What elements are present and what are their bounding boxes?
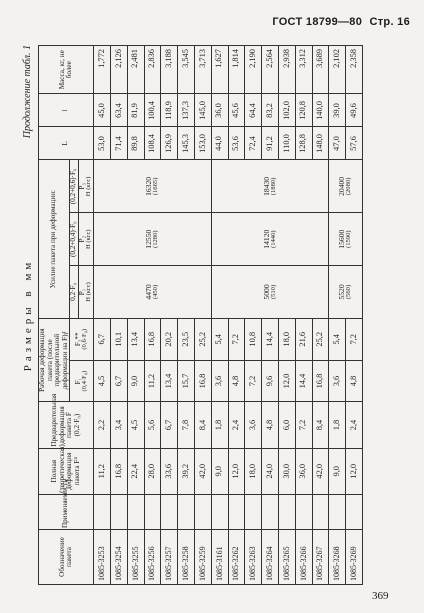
col-L: L bbox=[39, 127, 94, 160]
cell-full-deform: 24,0 bbox=[262, 448, 279, 494]
force-kgf-p3: (1665) bbox=[152, 177, 160, 196]
cell-designation: 1085-3254 bbox=[111, 530, 128, 585]
col-p1 bbox=[78, 266, 93, 319]
cell-preliminary: 1,8 bbox=[211, 402, 228, 448]
cell-designation: 1085-3269 bbox=[346, 530, 363, 585]
page-header bbox=[268, 16, 410, 28]
dimensions-table bbox=[38, 45, 363, 585]
cell-force-p1 bbox=[211, 266, 329, 319]
force-kgf-p1: (560) bbox=[345, 284, 353, 300]
cell-applicability bbox=[94, 494, 111, 529]
col-p3-sub: Н (кгс) bbox=[85, 176, 93, 197]
cell-designation: 1085-3264 bbox=[262, 530, 279, 585]
cell-f1: 4,8 bbox=[228, 360, 245, 402]
cell-mass: 3,713 bbox=[195, 46, 212, 95]
table-row bbox=[94, 46, 111, 585]
cell-preliminary: 2,4 bbox=[228, 402, 245, 448]
cell-f2: 18,0 bbox=[279, 318, 296, 360]
cell-preliminary: 8,4 bbox=[312, 402, 329, 448]
cell-mass: 2,564 bbox=[262, 46, 279, 95]
cell-designation: 1085-3259 bbox=[195, 530, 212, 585]
cell-full-deform: 12,0 bbox=[346, 448, 363, 494]
cell-designation: 1085-3263 bbox=[245, 530, 262, 585]
page-label: Стр. 16 bbox=[369, 16, 410, 28]
col-p2-label: P₂ bbox=[77, 235, 86, 243]
cell-L: 128,8 bbox=[295, 127, 312, 160]
cell-f2: 13,4 bbox=[127, 318, 144, 360]
cell-mass: 2,190 bbox=[245, 46, 262, 95]
cell-l: 137,3 bbox=[178, 94, 195, 127]
cell-preliminary: 8,4 bbox=[195, 402, 212, 448]
cell-f1: 3,6 bbox=[329, 360, 346, 402]
cell-designation: 1085-3262 bbox=[228, 530, 245, 585]
table-row bbox=[211, 46, 228, 585]
cell-full-deform: 12,0 bbox=[228, 448, 245, 494]
cell-full-deform: 30,0 bbox=[279, 448, 296, 494]
force-value-p3: 18430 bbox=[261, 176, 271, 196]
col-p3 bbox=[78, 160, 93, 213]
cell-f1: 7,2 bbox=[245, 360, 262, 402]
col-p2-head: (0,2+0,4)·F₀ bbox=[70, 213, 79, 266]
cell-mass: 1,627 bbox=[211, 46, 228, 95]
cell-f2: 25,2 bbox=[312, 318, 329, 360]
cell-full-deform: 11,2 bbox=[94, 448, 111, 494]
cell-force-p1 bbox=[94, 266, 212, 319]
col-p2 bbox=[78, 213, 93, 266]
cell-preliminary: 7,8 bbox=[178, 402, 195, 448]
force-kgf-p3: (1880) bbox=[269, 177, 277, 196]
cell-full-deform: 22,4 bbox=[127, 448, 144, 494]
cell-f2: 10,1 bbox=[111, 318, 128, 360]
col-f1-label: F₁ bbox=[73, 377, 82, 385]
cell-l: 102,0 bbox=[279, 94, 296, 127]
cell-L: 53,0 bbox=[94, 127, 111, 160]
cell-designation: 1085-3161 bbox=[211, 530, 228, 585]
col-p1-sub: Н (кгс) bbox=[85, 282, 93, 302]
col-f1 bbox=[70, 360, 94, 402]
cell-mass: 2,481 bbox=[127, 46, 144, 95]
table-body bbox=[94, 46, 363, 585]
cell-force-p3 bbox=[329, 160, 363, 213]
cell-l: 45,6 bbox=[228, 94, 245, 127]
col-p3-label: P₃ bbox=[77, 183, 86, 190]
cell-f1: 4,5 bbox=[94, 360, 111, 402]
cell-f1: 13,4 bbox=[161, 360, 178, 402]
cell-full-deform: 42,0 bbox=[195, 448, 212, 494]
cell-applicability bbox=[329, 494, 346, 529]
cell-designation: 1085-3268 bbox=[329, 530, 346, 585]
col-force-group: Усилие пакета при деформации: bbox=[39, 160, 70, 318]
cell-force-p3 bbox=[211, 160, 329, 213]
cell-l: 145,0 bbox=[195, 94, 212, 127]
cell-mass: 2,938 bbox=[279, 46, 296, 95]
col-f1-sub: (0,4·F₀) bbox=[81, 370, 89, 392]
cell-f2: 7,2 bbox=[228, 318, 245, 360]
force-value-p1: 4470 bbox=[144, 284, 154, 300]
cell-l: 49,6 bbox=[346, 94, 363, 127]
cell-L: 57,6 bbox=[346, 127, 363, 160]
cell-preliminary: 3,4 bbox=[111, 402, 128, 448]
cell-f1: 3,6 bbox=[211, 360, 228, 402]
cell-force-p2 bbox=[211, 213, 329, 266]
cell-f1: 12,0 bbox=[279, 360, 296, 402]
cell-L: 108,4 bbox=[144, 127, 161, 160]
force-value-p1: 5000 bbox=[261, 284, 271, 300]
force-kgf-p1: (450) bbox=[152, 284, 160, 300]
cell-applicability bbox=[161, 494, 178, 529]
cell-f1: 4,8 bbox=[346, 360, 363, 402]
col-f2-label: F₂** bbox=[73, 332, 82, 347]
force-value-p3: 20400 bbox=[337, 176, 347, 196]
cell-f2: 23,5 bbox=[178, 318, 195, 360]
cell-l: 100,4 bbox=[144, 94, 161, 127]
cell-mass: 2,836 bbox=[144, 46, 161, 95]
cell-preliminary: 2,4 bbox=[346, 402, 363, 448]
cell-f1: 11,2 bbox=[144, 360, 161, 402]
force-kgf-p2: (1440) bbox=[269, 230, 277, 248]
cell-force-p2 bbox=[94, 213, 212, 266]
cell-f2: 20,2 bbox=[161, 318, 178, 360]
force-kgf-p2: (1590) bbox=[345, 230, 353, 248]
cell-designation: 1085-3256 bbox=[144, 530, 161, 585]
standard-code: ГОСТ 18799—80 bbox=[272, 16, 363, 28]
cell-force-p1 bbox=[329, 266, 363, 319]
cell-L: 89,8 bbox=[127, 127, 144, 160]
force-value-p2: 15600 bbox=[337, 229, 347, 249]
force-kgf-p1: (510) bbox=[269, 284, 277, 300]
cell-L: 71,4 bbox=[111, 127, 128, 160]
cell-preliminary: 2,2 bbox=[94, 402, 111, 448]
cell-full-deform: 9,0 bbox=[329, 448, 346, 494]
cell-f1: 16,8 bbox=[312, 360, 329, 402]
cell-designation: 1085-3265 bbox=[279, 530, 296, 585]
cell-mass: 3,312 bbox=[295, 46, 312, 95]
col-p3-head: (0,2+0,6)·F₀ bbox=[70, 160, 79, 213]
cell-l: 36,0 bbox=[211, 94, 228, 127]
force-kgf-p2: (1280) bbox=[152, 230, 160, 248]
cell-applicability bbox=[178, 494, 195, 529]
cell-L: 72,4 bbox=[245, 127, 262, 160]
cell-applicability bbox=[312, 494, 329, 529]
cell-designation: 1085-3266 bbox=[295, 530, 312, 585]
cell-f2: 7,2 bbox=[346, 318, 363, 360]
cell-l: 63,4 bbox=[111, 94, 128, 127]
cell-l: 118,9 bbox=[161, 94, 178, 127]
cell-preliminary: 5,6 bbox=[144, 402, 161, 448]
cell-preliminary: 4,5 bbox=[127, 402, 144, 448]
cell-f2: 21,6 bbox=[295, 318, 312, 360]
col-f2 bbox=[70, 318, 94, 360]
cell-mass: 1,772 bbox=[94, 46, 111, 95]
cell-mass: 3,188 bbox=[161, 46, 178, 95]
col-working-group: Рабочая деформация пакета (после предварительной деформации на F)ƒ bbox=[39, 318, 70, 402]
cell-l: 64,4 bbox=[245, 94, 262, 127]
cell-preliminary: 3,6 bbox=[245, 402, 262, 448]
cell-designation: 1085-3267 bbox=[312, 530, 329, 585]
cell-applicability bbox=[346, 494, 363, 529]
cell-L: 153,0 bbox=[195, 127, 212, 160]
cell-l: 45,0 bbox=[94, 94, 111, 127]
cell-mass: 3,689 bbox=[312, 46, 329, 95]
cell-designation: 1085-3257 bbox=[161, 530, 178, 585]
cell-applicability bbox=[279, 494, 296, 529]
cell-f2: 5,4 bbox=[211, 318, 228, 360]
cell-force-p3 bbox=[94, 160, 212, 213]
cell-applicability bbox=[144, 494, 161, 529]
cell-l: 120,8 bbox=[295, 94, 312, 127]
cell-mass: 2,102 bbox=[329, 46, 346, 95]
force-value-p3: 16320 bbox=[144, 176, 154, 196]
cell-applicability bbox=[111, 494, 128, 529]
cell-preliminary: 4,8 bbox=[262, 402, 279, 448]
cell-preliminary: 6,0 bbox=[279, 402, 296, 448]
cell-L: 44,0 bbox=[211, 127, 228, 160]
page-number: 369 bbox=[372, 590, 389, 602]
cell-designation: 1085-3253 bbox=[94, 530, 111, 585]
force-value-p2: 14120 bbox=[261, 229, 271, 249]
cell-l: 140,0 bbox=[312, 94, 329, 127]
cell-applicability bbox=[211, 494, 228, 529]
cell-l: 39,0 bbox=[329, 94, 346, 127]
cell-f1: 14,4 bbox=[295, 360, 312, 402]
rotated-table-area bbox=[22, 45, 398, 585]
cell-L: 145,3 bbox=[178, 127, 195, 160]
cell-f1: 9,0 bbox=[127, 360, 144, 402]
cell-f1: 6,7 bbox=[111, 360, 128, 402]
cell-full-deform: 42,0 bbox=[312, 448, 329, 494]
cell-f2: 25,2 bbox=[195, 318, 212, 360]
cell-applicability bbox=[228, 494, 245, 529]
cell-preliminary: 6,7 bbox=[161, 402, 178, 448]
cell-L: 110,0 bbox=[279, 127, 296, 160]
col-full-deform: Полная (теоретическая) деформация пакета F⁴ bbox=[39, 448, 94, 494]
cell-l: 83,2 bbox=[262, 94, 279, 127]
cell-applicability bbox=[295, 494, 312, 529]
cell-L: 126,9 bbox=[161, 127, 178, 160]
col-preliminary: Предварительная деформация пакета F (0,2·F₀) bbox=[39, 402, 94, 448]
cell-f2: 6,7 bbox=[94, 318, 111, 360]
cell-mass: 2,358 bbox=[346, 46, 363, 95]
cell-f1: 15,7 bbox=[178, 360, 195, 402]
force-value-p2: 12550 bbox=[144, 229, 154, 249]
col-l: l bbox=[39, 94, 94, 127]
cell-f1: 9,6 bbox=[262, 360, 279, 402]
col-p1-label: P₁ bbox=[77, 288, 86, 296]
cell-applicability bbox=[195, 494, 212, 529]
cell-f2: 5,4 bbox=[329, 318, 346, 360]
cell-mass: 1,814 bbox=[228, 46, 245, 95]
table-row bbox=[329, 46, 346, 585]
cell-full-deform: 16,8 bbox=[111, 448, 128, 494]
cell-L: 148,0 bbox=[312, 127, 329, 160]
cell-L: 53,6 bbox=[228, 127, 245, 160]
cell-applicability bbox=[245, 494, 262, 529]
cell-preliminary: 7,2 bbox=[295, 402, 312, 448]
col-f2-sub: (0,6·F₀) bbox=[81, 328, 89, 350]
cell-f2: 10,8 bbox=[245, 318, 262, 360]
cell-L: 47,0 bbox=[329, 127, 346, 160]
force-value-p1: 5520 bbox=[337, 284, 347, 300]
col-designation: Обозначение пакета bbox=[39, 530, 94, 585]
cell-L: 91,2 bbox=[262, 127, 279, 160]
cell-f2: 16,8 bbox=[144, 318, 161, 360]
force-kgf-p3: (2080) bbox=[345, 177, 353, 196]
continuation-note: Продолжение табл. 1 bbox=[22, 45, 33, 139]
cell-force-p2 bbox=[329, 213, 363, 266]
col-applicability: Применяемость bbox=[39, 494, 94, 529]
cell-full-deform: 33,6 bbox=[161, 448, 178, 494]
col-mass: Масса, кг, не более bbox=[39, 46, 94, 95]
cell-mass: 3,545 bbox=[178, 46, 195, 95]
cell-designation: 1085-3255 bbox=[127, 530, 144, 585]
cell-full-deform: 39,2 bbox=[178, 448, 195, 494]
cell-full-deform: 9,0 bbox=[211, 448, 228, 494]
cell-mass: 2,126 bbox=[111, 46, 128, 95]
cell-full-deform: 28,0 bbox=[144, 448, 161, 494]
col-p2-sub: Н (кгс) bbox=[85, 229, 93, 250]
col-p1-head: 0,2·F₀ bbox=[70, 266, 79, 319]
table-title: Размеры в мм bbox=[22, 258, 34, 372]
cell-l: 81,9 bbox=[127, 94, 144, 127]
cell-full-deform: 18,0 bbox=[245, 448, 262, 494]
cell-f2: 14,4 bbox=[262, 318, 279, 360]
cell-preliminary: 1,8 bbox=[329, 402, 346, 448]
cell-applicability bbox=[127, 494, 144, 529]
cell-designation: 1085-3258 bbox=[178, 530, 195, 585]
cell-full-deform: 36,0 bbox=[295, 448, 312, 494]
cell-applicability bbox=[262, 494, 279, 529]
cell-f1: 16,8 bbox=[195, 360, 212, 402]
